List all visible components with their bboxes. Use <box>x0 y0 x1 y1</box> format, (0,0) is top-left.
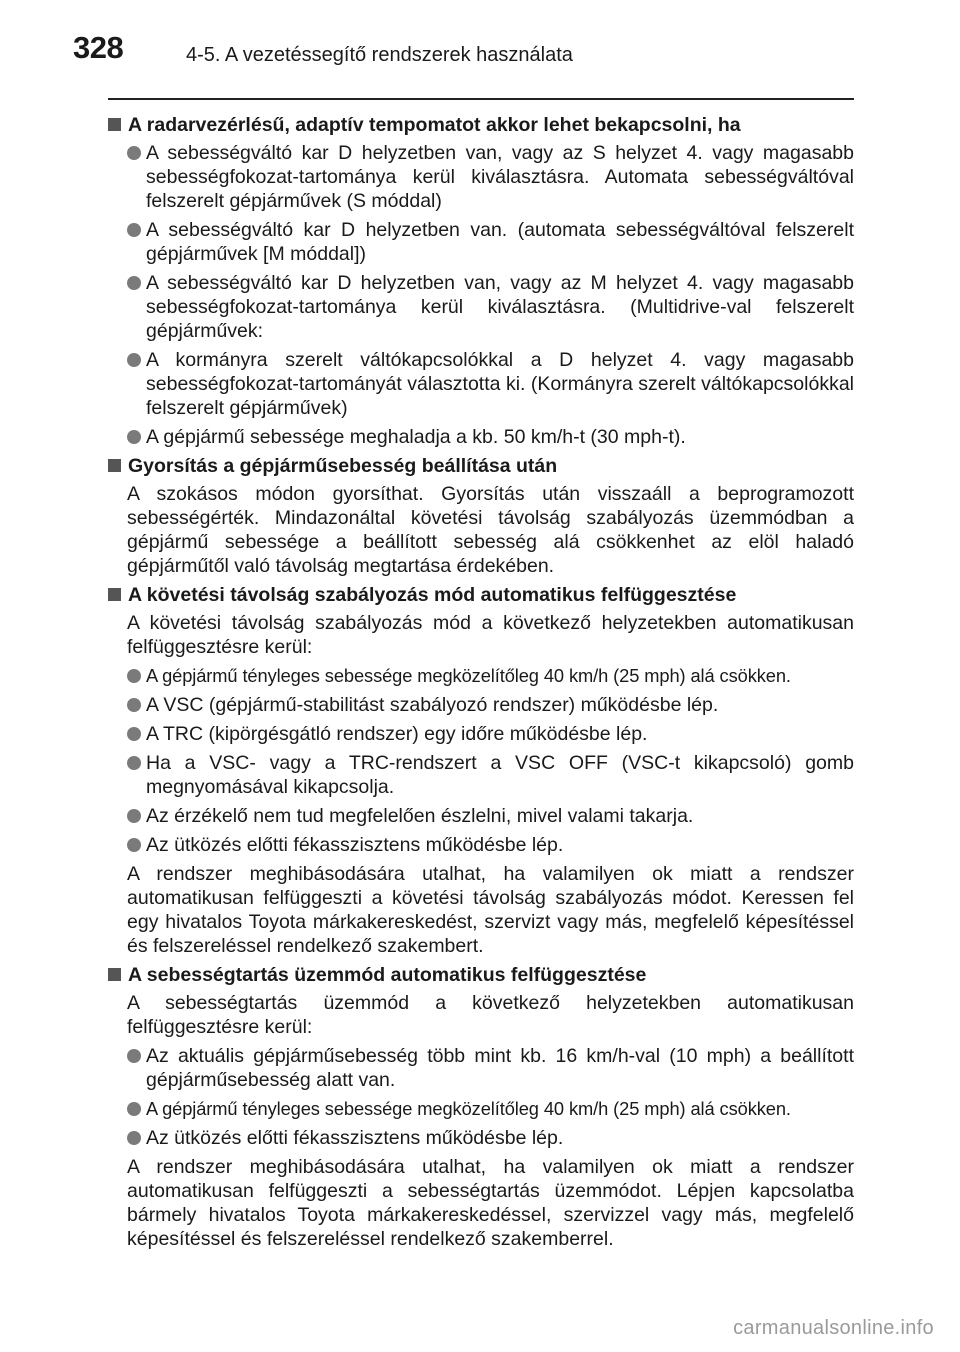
section <box>108 583 854 958</box>
bullet-item <box>108 1126 854 1150</box>
bullet-item <box>108 1097 854 1121</box>
section-heading-text: A követési távolság szabályozás mód automatikus felfüggesztése <box>128 584 737 606</box>
section-heading <box>108 583 854 607</box>
round-bullet-icon <box>127 698 141 712</box>
section-heading-text: A sebességtartás üzemmód automatikus felfüggesztése <box>128 964 647 986</box>
bullet-item <box>108 218 854 266</box>
bullet-item <box>108 693 854 717</box>
bullet-text: A gépjármű sebessége meghaladja a kb. 50 km/h-t (30 mph-t). <box>146 426 686 448</box>
bullet-text: Az ütközés előtti fékasszisztens működésbe lép. <box>146 834 564 856</box>
page-number: 328 <box>73 30 124 65</box>
bullet-text: A gépjármű tényleges sebessége megközelítőleg 40 km/h (25 mph) alá csökken. <box>146 1098 791 1119</box>
square-bullet-icon <box>108 588 121 601</box>
bullet-item <box>108 141 854 213</box>
round-bullet-icon <box>127 353 141 367</box>
page-header <box>0 0 960 80</box>
bullet-text: Az érzékelő nem tud megfelelően észlelni, mivel valami takarja. <box>146 805 694 827</box>
section-heading <box>108 113 854 137</box>
bullet-text: A sebességváltó kar D helyzetben van, vagy az S helyzet 4. vagy magasabb sebességfokozat-tartománya kerül kiválasztásra. Automata sebességváltóval felszerelt gépjárművek (S móddal) <box>146 142 854 212</box>
bullet-item <box>108 664 854 688</box>
page-content <box>108 108 854 1256</box>
round-bullet-icon <box>127 1049 141 1063</box>
paragraph: A rendszer meghibásodására utalhat, ha valamilyen ok miatt a rendszer automatikusan felfüggeszti a követési távolság szabályozás módot. Keressen fel egy hivatalos Toyota márkakereskedést, szervizt vagy más, megfelelő képesítéssel és felszereléssel rendelkező szakembert. <box>127 863 854 957</box>
section-heading <box>108 454 854 478</box>
bullet-item <box>108 804 854 828</box>
square-bullet-icon <box>108 459 121 472</box>
paragraph: A követési távolság szabályozás mód a következő helyzetekben automatikusan felfüggesztésre kerül: <box>127 612 854 658</box>
bullet-text: Az aktuális gépjárműsebesség több mint kb. 16 km/h-val (10 mph) a beállított gépjárműsebesség alatt van. <box>146 1045 854 1091</box>
round-bullet-icon <box>127 430 141 444</box>
bullet-item <box>108 425 854 449</box>
round-bullet-icon <box>127 756 141 770</box>
bullet-item <box>108 271 854 343</box>
paragraph: A sebességtartás üzemmód a következő helyzetekben automatikusan felfüggesztésre kerül: <box>127 992 854 1038</box>
round-bullet-icon <box>127 809 141 823</box>
bullet-item <box>108 722 854 746</box>
section <box>108 963 854 1251</box>
bullet-text: Az ütközés előtti fékasszisztens működésbe lép. <box>146 1127 564 1149</box>
round-bullet-icon <box>127 276 141 290</box>
section-heading <box>108 963 854 987</box>
bullet-item <box>108 833 854 857</box>
watermark: carmanualsonline.info <box>733 1317 934 1339</box>
bullet-text: A TRC (kipörgésgátló rendszer) egy időre működésbe lép. <box>146 723 648 745</box>
bullet-text: A kormányra szerelt váltókapcsolókkal a D helyzet 4. vagy magasabb sebességfokozat-tartományát választotta ki. (Kormányra szerelt váltókapcsolókkal felszerelt gépjárművek) <box>146 349 854 419</box>
bullet-item <box>108 1044 854 1092</box>
square-bullet-icon <box>108 118 121 131</box>
bullet-text: A gépjármű tényleges sebessége megközelítőleg 40 km/h (25 mph) alá csökken. <box>146 665 791 686</box>
round-bullet-icon <box>127 1131 141 1145</box>
section <box>108 454 854 578</box>
paragraph: A rendszer meghibásodására utalhat, ha valamilyen ok miatt a rendszer automatikusan felfüggeszti a sebességtartás üzemmódot. Lépjen kapcsolatba bármely hivatalos Toyota márkakereskedéssel, szervizzel vagy más, megfelelő képesítéssel és felszereléssel rendelkező szakemberrel. <box>127 1156 854 1250</box>
square-bullet-icon <box>108 968 121 981</box>
round-bullet-icon <box>127 669 141 683</box>
round-bullet-icon <box>127 1102 141 1116</box>
section <box>108 113 854 449</box>
chapter-title: 4-5. A vezetéssegítő rendszerek használata <box>186 44 573 66</box>
header-divider <box>108 98 854 100</box>
paragraph: A szokásos módon gyorsíthat. Gyorsítás után visszaáll a beprogramozott sebességérték. Mindazonáltal követési távolság szabályozás üzemmódban a gépjármű sebessége a beállított sebesség alá csökkenhet az elöl haladó gépjárműtől való távolság megtartása érdekében. <box>127 483 854 577</box>
bullet-text: A sebességváltó kar D helyzetben van. (automata sebességváltóval felszerelt gépjárművek [M móddal]) <box>146 219 854 265</box>
bullet-text: A sebességváltó kar D helyzetben van, vagy az M helyzet 4. vagy magasabb sebességfokozat-tartománya kerül kiválasztásra. (Multidrive-val felszerelt gépjárművek: <box>146 272 854 342</box>
bullet-text: A VSC (gépjármű-stabilitást szabályozó rendszer) működésbe lép. <box>146 694 719 716</box>
round-bullet-icon <box>127 727 141 741</box>
round-bullet-icon <box>127 838 141 852</box>
bullet-item <box>108 751 854 799</box>
round-bullet-icon <box>127 223 141 237</box>
section-heading-text: Gyorsítás a gépjárműsebesség beállítása után <box>128 455 558 477</box>
bullet-item <box>108 348 854 420</box>
section-heading-text: A radarvezérlésű, adaptív tempomatot akkor lehet bekapcsolni, ha <box>128 114 741 136</box>
bullet-text: Ha a VSC- vagy a TRC-rendszert a VSC OFF (VSC-t kikapcsoló) gomb megnyomásával kikapcsolja. <box>146 752 854 798</box>
round-bullet-icon <box>127 146 141 160</box>
